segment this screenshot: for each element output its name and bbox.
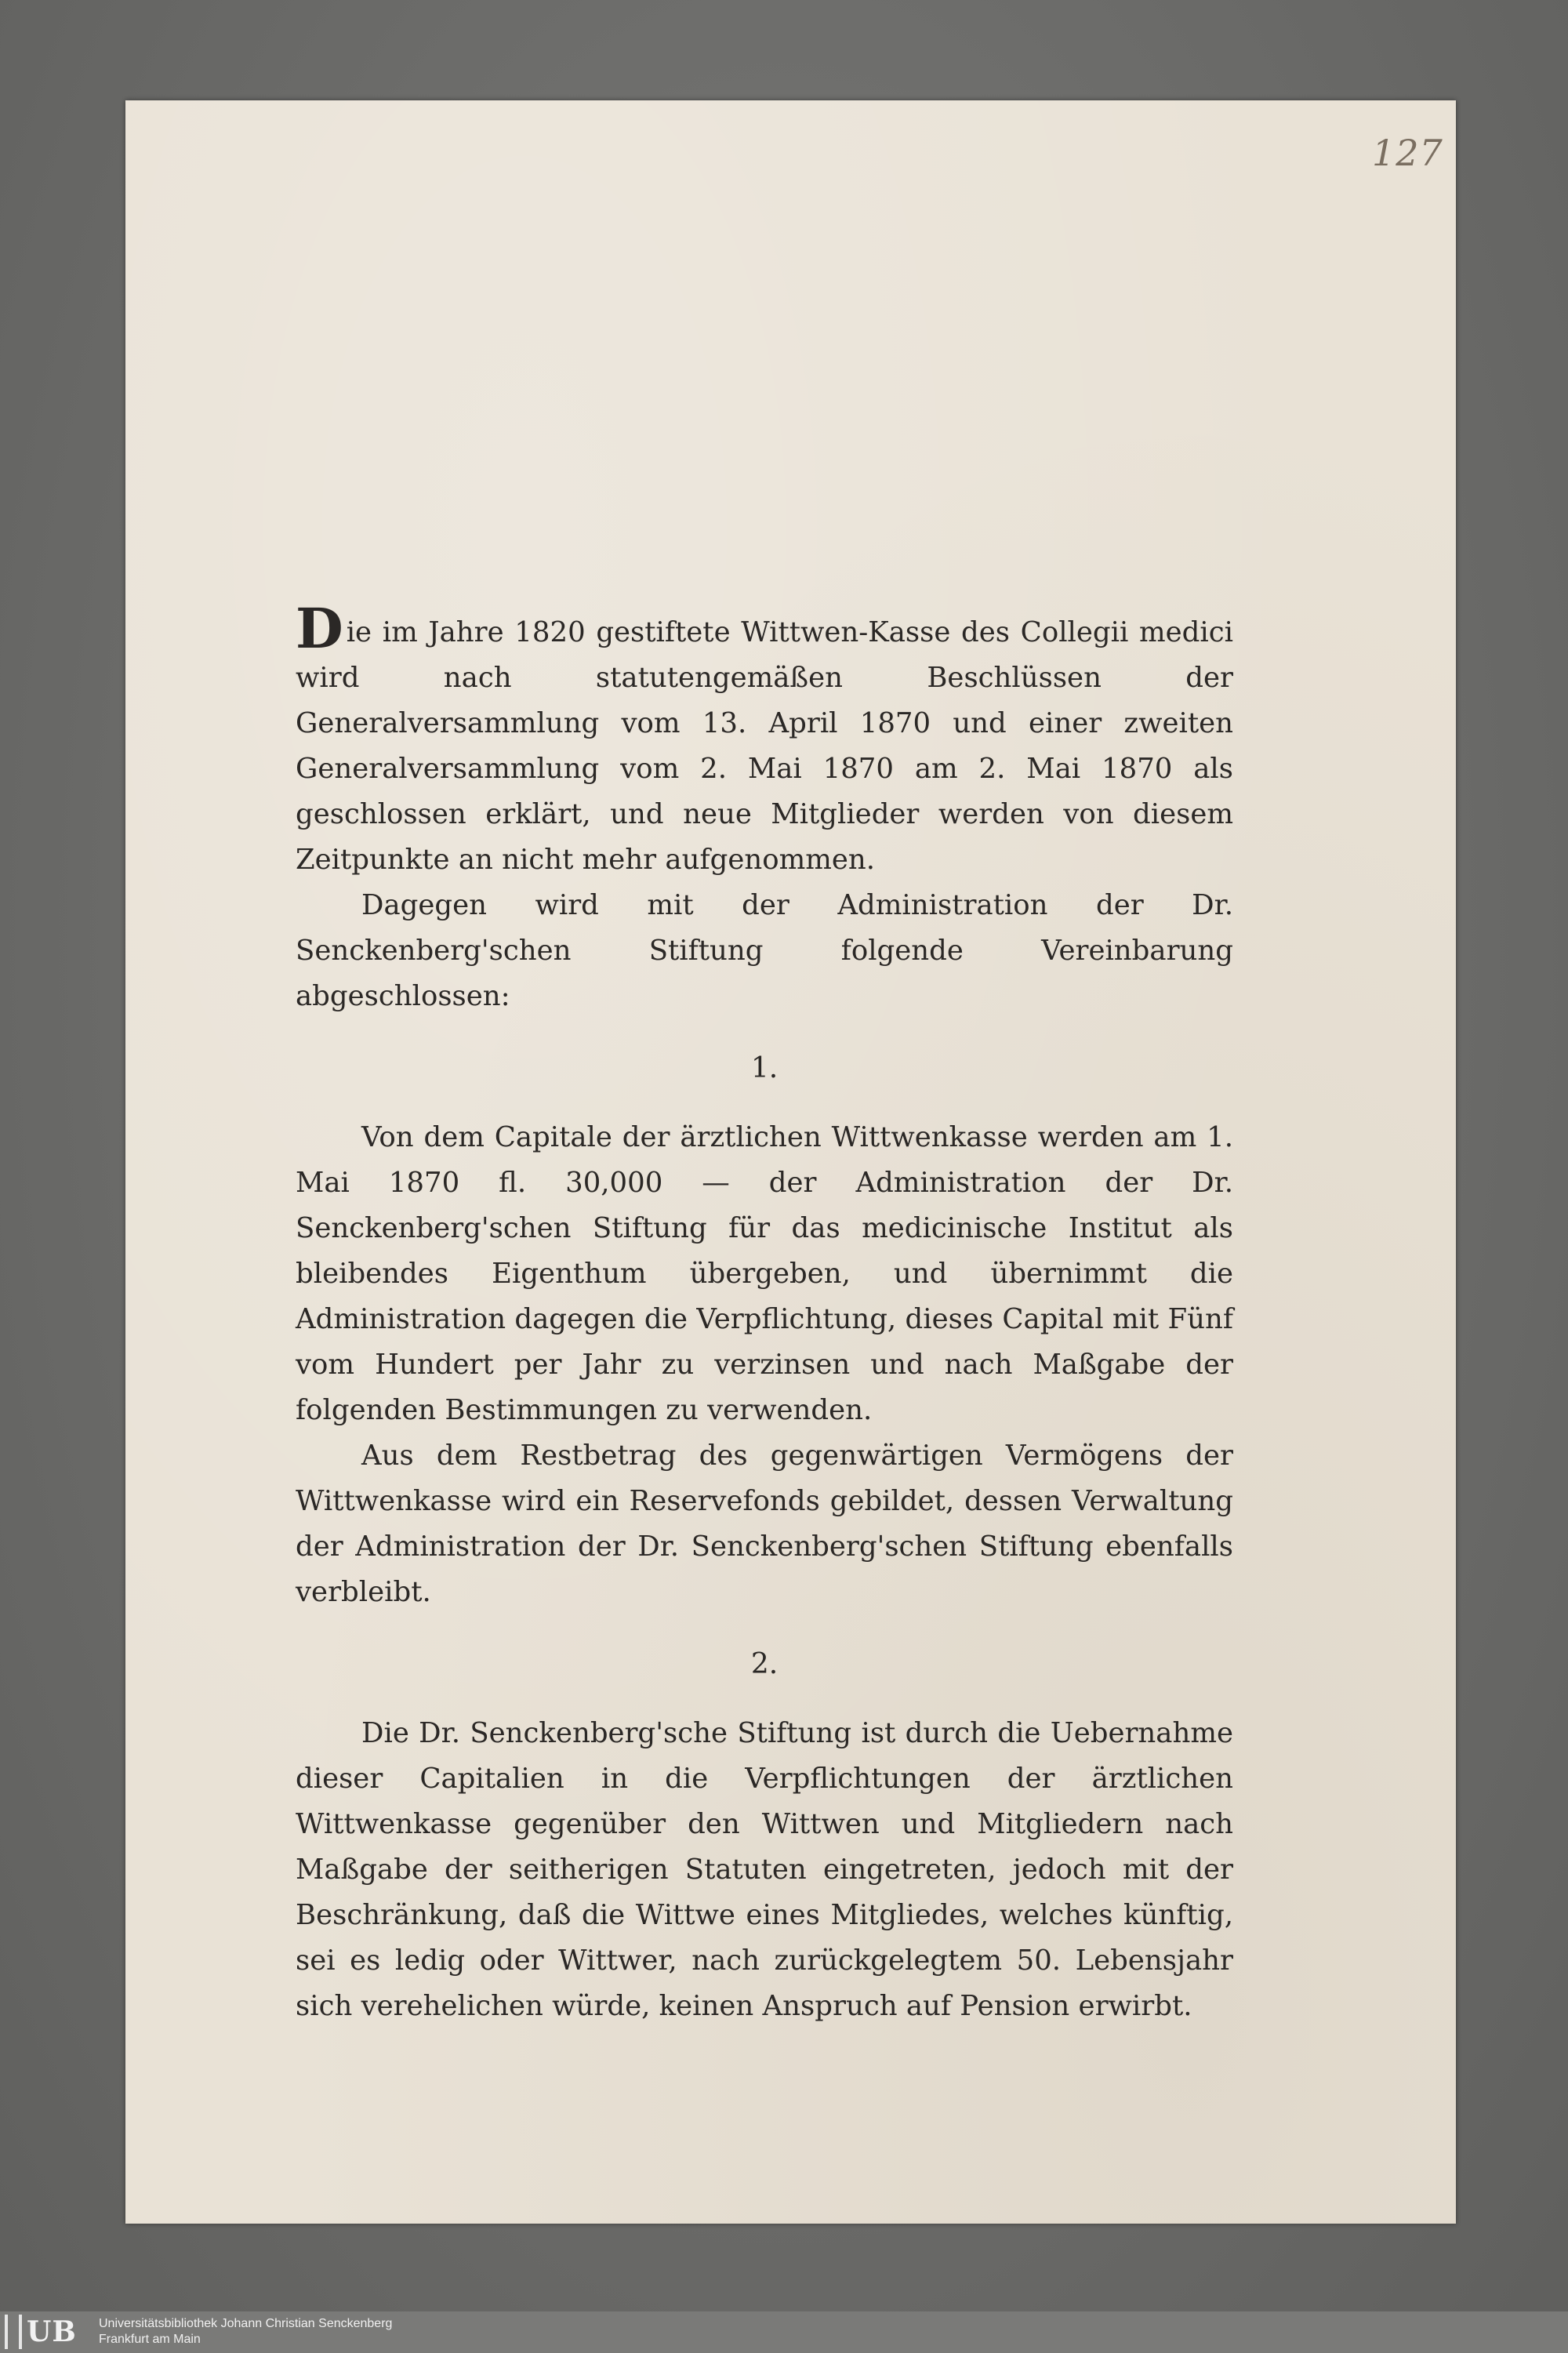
section-1-paragraph-2: Aus dem Restbetrag des gegenwärtigen Vermögens der Wittwenkasse wird ein Reservefonds gebildet, dessen Verwaltung der Administration der Dr. Senckenberg'schen Stiftung ebenfalls verbleibt. — [296, 1440, 1233, 1608]
paragraph-intro — [296, 596, 1233, 883]
ub-logo — [5, 2313, 97, 2351]
ub-logo-text: UB — [27, 2315, 77, 2348]
folio-number: 127 — [1372, 132, 1443, 174]
paragraph-intro-text: ie im Jahre 1820 gestiftete Wittwen-Kasse des Collegii medici wird nach statutengemäßen Beschlüssen der Generalversammlung vom 13. April 1870 und einer zweiten Generalversammlung vom 2. Mai 1870 am 2. Mai 1870 als geschlossen erklärt, und neue Mitglieder werden von diesem Zeitpunkte an nicht mehr aufgenommen. — [296, 616, 1233, 876]
ub-logo-mark-icon — [5, 2315, 22, 2349]
section-1-number: 1. — [750, 1052, 779, 1084]
library-credit — [99, 2316, 392, 2348]
section-2-number: 2. — [750, 1648, 779, 1680]
document-body — [296, 596, 1233, 2029]
library-city: Frankfurt am Main — [99, 2333, 201, 2346]
library-name: Universitätsbibliothek Johann Christian Senckenberg — [99, 2317, 393, 2330]
paragraph-agreement: Dagegen wird mit der Administration der Dr. Senckenberg'schen Stiftung folgende Vereinbarung abgeschlossen: — [296, 889, 1233, 1012]
section-1-paragraph-1: Von dem Capitale der ärztlichen Wittwenkasse werden am 1. Mai 1870 fl. 30,000 — der Administration der Dr. Senckenberg'schen Stiftung für das medicinische Institut als bleibendes Eigenthum übergeben, und übernimmt die Administration dagegen die Verpflichtung, dieses Capital mit Fünf vom Hundert per Jahr zu verzinsen und nach Maßgabe der folgenden Bestimmungen zu verwenden. — [296, 1121, 1233, 1426]
section-2-paragraph-1: Die Dr. Senckenberg'sche Stiftung ist durch die Uebernahme dieser Capitalien in die Verpflichtungen der ärztlichen Wittwenkasse gegenüber den Wittwen und Mitgliedern nach Maßgabe der seitherigen Statuten eingetreten, jedoch mit der Beschränkung, daß die Wittwe eines Mitgliedes, welches künftig, sei es ledig oder Wittwer, nach zurückgelegtem 50. Lebensjahr sich verehelichen würde, keinen Anspruch auf Pension erwirbt. — [296, 1717, 1233, 2022]
dropcap: D — [296, 596, 343, 661]
